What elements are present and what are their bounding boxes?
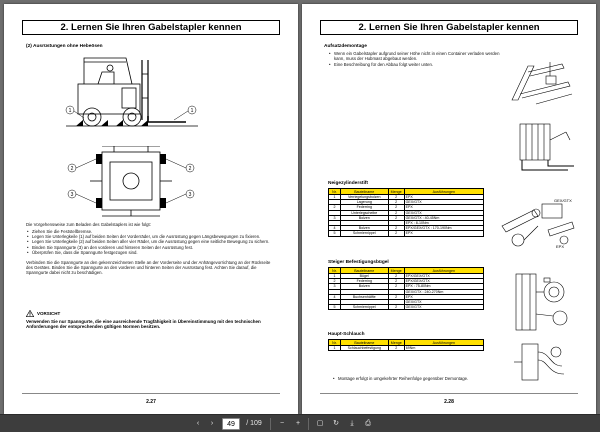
col-header: Bauteilname xyxy=(340,340,388,346)
col-header: Bauteilname xyxy=(340,268,388,274)
cell: Verriegelungsbolzen xyxy=(340,195,388,200)
cell: EPX/GEX/GTX : 170-190Nm xyxy=(404,226,483,231)
callout-1: 1 xyxy=(68,108,72,114)
cell: 5 xyxy=(329,305,341,310)
cell: EPX xyxy=(404,231,483,236)
zoom-in-icon[interactable]: + xyxy=(295,420,301,427)
cell: GEX/GTX xyxy=(404,299,483,304)
col-header: Menge xyxy=(388,340,404,346)
paragraph-text: Verbinden Sie die Spanngurte an den gekennzeichneten Stelle an der Vorderseite und der Anhängevorrichtung an der Rückseite des Gerätes. Binden Sie die Spanngurte an den vorderen und hinteren Seiten der Ausrüstung fest. Achten Sie darauf, die Spanngurte dabei nicht zu beschädigen. xyxy=(26,259,271,276)
cell: Federring xyxy=(340,205,388,210)
cell: EPX xyxy=(404,195,483,200)
col-header: Ausführungen xyxy=(404,340,483,346)
cell: 2 xyxy=(388,279,404,284)
cell: 2 xyxy=(388,205,404,210)
warning-text: Verwenden Sie nur Spanngurte, die eine ausreichende Tragfähigkeit in Übereinstimmung mit den technischen Anforderungen der entsprechenden gültigen Normen besitzen. xyxy=(26,319,261,330)
cell: EPX : 8-10Nm xyxy=(404,220,483,225)
callout-2-right: 2 xyxy=(188,166,192,172)
cell: 4 xyxy=(329,294,341,299)
table-tilt-pin xyxy=(328,188,484,237)
page-rule xyxy=(320,393,578,394)
step-item: • Binden Sie Spanngurte (3) an den vorderen und hinteren Seiten der Ausrüstung fest. xyxy=(26,245,276,250)
table-row xyxy=(329,231,484,236)
cell: 2 xyxy=(388,294,404,299)
cell: GEX/GTX : 240-270Nm xyxy=(404,289,483,294)
mast-figure-1 xyxy=(506,60,578,108)
cell: GEX/GTX xyxy=(404,200,483,205)
cell: 3 xyxy=(329,215,341,220)
section-heading: (2) Ausrüstungen ohne Hebeösen xyxy=(26,44,103,49)
cell: 2 xyxy=(388,305,404,310)
cell: Unterlegscheibe xyxy=(340,210,388,215)
table-hose xyxy=(328,339,484,351)
page-number: 2.28 xyxy=(444,399,454,405)
col-header: Menge xyxy=(388,268,404,274)
table-title-bracket: Steiger Befestigungsbügel xyxy=(328,260,389,265)
right-intro xyxy=(328,51,506,67)
table-bracket xyxy=(328,267,484,310)
cell: EPX xyxy=(404,294,483,299)
page-title: 2. Lernen Sie Ihren Gabelstapler kennen xyxy=(22,20,280,35)
forklift-top-figure xyxy=(62,146,202,218)
cell: Schlauchbefestigung xyxy=(340,346,388,351)
col-header: Ausführungen xyxy=(404,268,483,274)
cell: 2 xyxy=(329,279,341,284)
cell: 2 xyxy=(388,215,404,220)
col-header: Ausführungen xyxy=(404,189,483,195)
page-rule xyxy=(22,393,280,394)
cell: GEX/GTX : 40-45Nm xyxy=(404,215,483,220)
cell: EPX/GEX/GTX xyxy=(404,279,483,284)
cell: GEX/GTX xyxy=(404,305,483,310)
col-header: Bauteilname xyxy=(340,189,388,195)
cell: Bolzen xyxy=(340,215,388,220)
cell: 3 xyxy=(329,284,341,289)
col-header: Nr. xyxy=(329,268,341,274)
download-icon[interactable]: ⤓ xyxy=(350,420,354,427)
col-header: Nr. xyxy=(329,189,341,195)
figure-label-gex: GEX/GTX xyxy=(554,198,572,203)
cell: 2 xyxy=(388,284,404,289)
step-item: • Ziehen Sie die Feststellbremse. xyxy=(26,229,276,234)
cell: 1 xyxy=(329,195,341,200)
cell: EPX : 75-80Nm xyxy=(404,284,483,289)
col-header: Menge xyxy=(388,189,404,195)
cell: EPX xyxy=(404,205,483,210)
cell: Buchsenhälfte xyxy=(340,294,388,299)
cell: 69Nm xyxy=(404,346,483,351)
cell: 1 xyxy=(329,274,341,279)
intro-text: Die Vorgehensweise zum Beladen des Gabelstaplers ist wie folgt: xyxy=(26,222,151,227)
callout-3-right: 3 xyxy=(188,192,192,198)
cell: 2 xyxy=(388,200,404,205)
bullet-item: • Wenn ein Gabelstapler aufgrund seiner Höhe nicht in einen Container verladen werden kann, muss der Hubmast abgebaut werden. xyxy=(328,51,506,62)
cell: 2 xyxy=(388,231,404,236)
table-title-hose: Haupt-Schlauch xyxy=(328,332,365,337)
table-row xyxy=(329,305,484,310)
cell: 2 xyxy=(388,195,404,200)
right-page xyxy=(302,4,596,414)
mast-figure-2 xyxy=(508,120,578,176)
zoom-out-icon[interactable]: − xyxy=(279,420,285,427)
forklift-side-figure xyxy=(62,54,202,144)
cell: 2 xyxy=(329,205,341,210)
tilt-cylinder-figure xyxy=(498,196,578,250)
cell: EPX/GEX/GTX xyxy=(404,274,483,279)
footnote xyxy=(332,376,572,381)
warning-label: VORSICHT xyxy=(37,310,61,316)
warning-box xyxy=(26,310,276,330)
toolbar-separator xyxy=(308,418,309,430)
cell: GEX/GTX xyxy=(404,210,483,215)
cell: Bügel xyxy=(340,274,388,279)
callout-3: 3 xyxy=(70,192,74,198)
table-title-tilt: Neigezylinderstift xyxy=(328,181,368,186)
step-item: • Legen Sie Unterlegkeile (2) auf beiden Seiten aller vier Räder, um die Ausrüstung gegen eine seitliche Bewegung zu sichern. xyxy=(26,239,276,244)
fit-page-icon[interactable]: ▢ xyxy=(316,420,324,427)
cell: 5 xyxy=(329,231,341,236)
table-row xyxy=(329,346,484,351)
left-page xyxy=(4,4,298,414)
print-icon[interactable]: ⎙ xyxy=(365,420,371,427)
cell: 2 xyxy=(388,346,404,351)
toolbar-separator xyxy=(270,418,271,430)
cell: 2 xyxy=(388,274,404,279)
cell: Bolzen xyxy=(340,284,388,289)
next-page-icon[interactable]: › xyxy=(210,420,214,427)
cell: Federring xyxy=(340,279,388,284)
cell: Schmiernippel xyxy=(340,305,388,310)
left-body xyxy=(26,222,276,277)
page-number: 2.27 xyxy=(146,399,156,405)
section-heading: Aufsatzdemontage xyxy=(324,44,367,49)
cell: Schmiernippel xyxy=(340,231,388,236)
cell: Lagerung xyxy=(340,200,388,205)
prev-page-icon[interactable]: ‹ xyxy=(196,420,200,427)
figure-label-epx: EPX xyxy=(556,244,565,249)
cell: Bolzen xyxy=(340,226,388,231)
warning-icon xyxy=(26,310,34,317)
col-header: Nr. xyxy=(329,340,341,346)
footnote-text: • Montage erfolgt in umgekehrter Reihenfolge gegenüber Demontage. xyxy=(332,376,572,381)
cell: 2 xyxy=(388,226,404,231)
bullet-item: • Eine Beschreibung für den Abbau folgt weiter unten. xyxy=(328,62,506,67)
page-number-input[interactable]: 49 xyxy=(222,418,240,430)
page-title: 2. Lernen Sie Ihren Gabelstapler kennen xyxy=(320,20,578,35)
rotate-icon[interactable]: ↻ xyxy=(333,420,339,427)
callout-2: 2 xyxy=(70,166,74,172)
bracket-figure xyxy=(508,270,578,334)
total-pages-label: / 109 xyxy=(246,420,262,427)
callout-1-right: 1 xyxy=(190,108,194,114)
cell: 4 xyxy=(329,226,341,231)
cell: 1 xyxy=(329,346,341,351)
cell: 2 xyxy=(388,210,404,215)
step-item: • Legen Sie Unterlegkeile (1) auf beiden Seiten der Vorderräder, um die Ausrüstung gegen Längsbewegungen zu fixieren. xyxy=(26,234,276,239)
step-item: • Überprüfen Sie, dass die Spanngurte festgezogen sind. xyxy=(26,250,276,255)
pdf-toolbar xyxy=(0,414,600,432)
